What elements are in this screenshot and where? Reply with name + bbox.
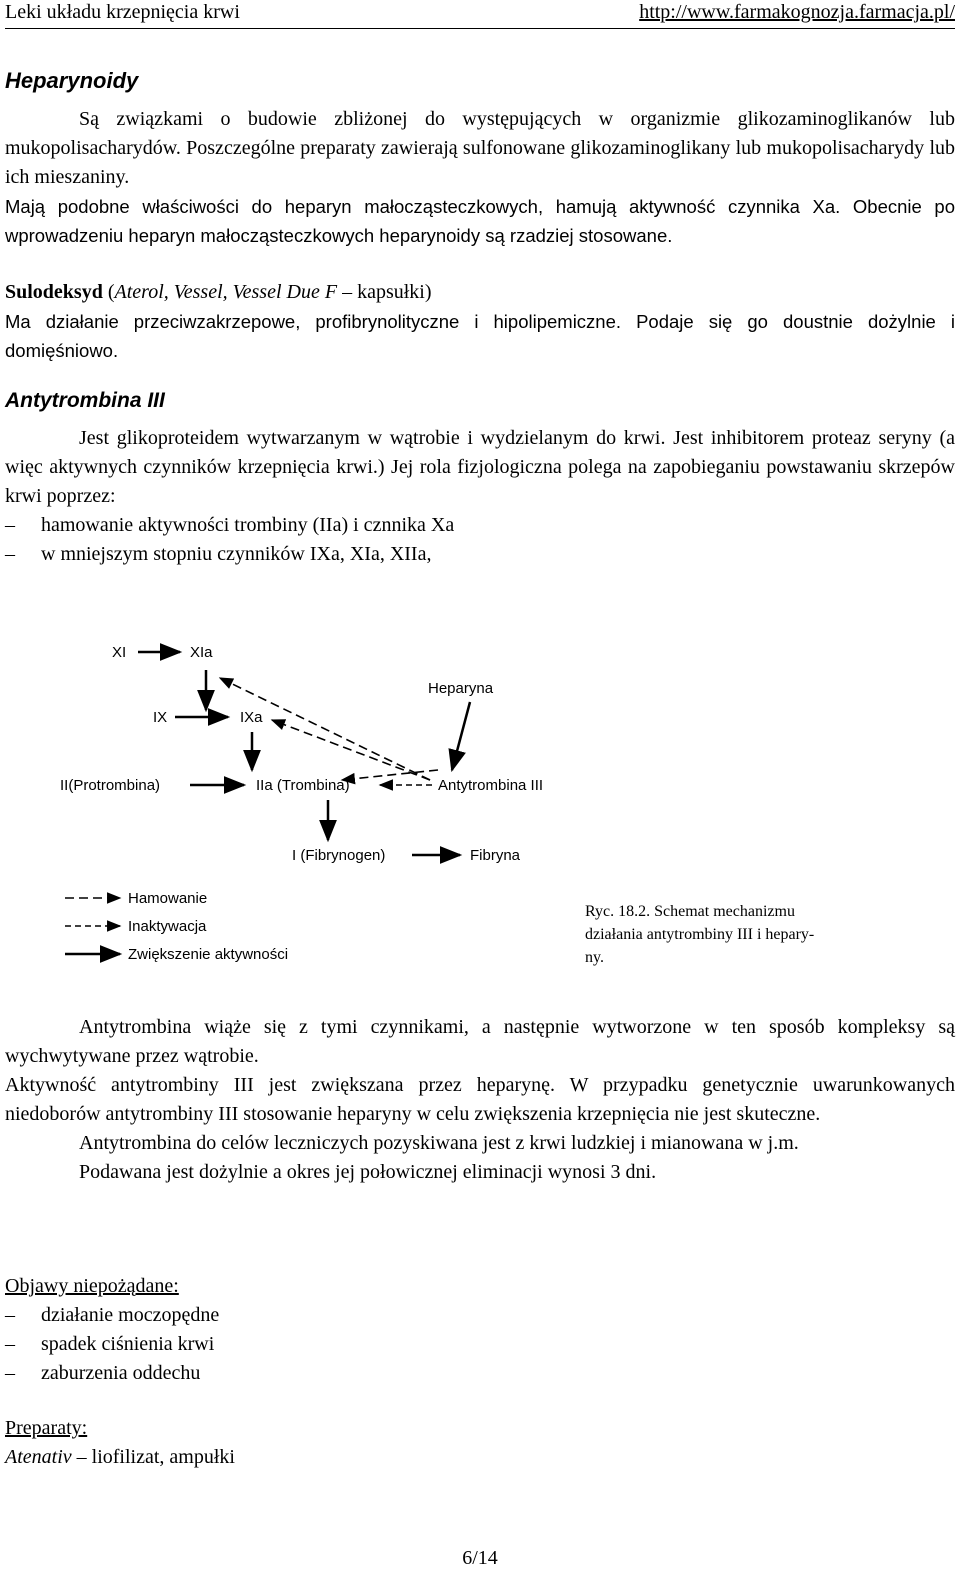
- preparaty-line: [5, 1443, 955, 1472]
- preparaty-section: [5, 1414, 955, 1472]
- node-xia: XIa: [190, 644, 213, 661]
- after-para-2: Aktywność antytrombiny III jest zwiększana przez heparynę. W przypadku genetycznie uwarunkowanych niedoborów antytrombiny III stosowanie heparyny w celu zwiększenia krzepnięcia nie jest skuteczne.: [5, 1074, 955, 1125]
- node-fibryna: Fibryna: [470, 847, 521, 864]
- antytrombina-details: [5, 1013, 955, 1187]
- heparynoidy-body: [5, 105, 955, 192]
- heparynoidy-para-1: Są związkami o budowie zbliżonej do występujących w organizmie glikozaminoglikanów lub mukopolisacharydów. Poszczególne preparaty zawierają sulfonowane glikozaminoglikany lub mukopolisacharydy lub ich mieszaniny.: [5, 108, 955, 188]
- antytrombina-list: [5, 511, 955, 569]
- heparynoidy-heading: Heparynoidy: [5, 68, 139, 93]
- node-fibrynogen: I (Fibrynogen): [292, 847, 386, 864]
- sulodeksyd-section: [5, 278, 955, 365]
- node-xi: XI: [112, 644, 127, 661]
- antytrombina-heading: Antytrombina III: [5, 389, 165, 412]
- header-title: Leki układu krzepnięcia krwi: [5, 1, 240, 23]
- objawy-list: [5, 1301, 955, 1388]
- sulodeksyd-text: Ma działanie przeciwzakrzepowe, profibrynolityczne i hipolipemiczne. Podaje się go doustnie dożylnie i domięśniowo.: [5, 311, 955, 361]
- heparynoidy-section: [5, 66, 955, 95]
- heparynoidy-body-2: [5, 192, 955, 250]
- page-number: 6/14: [462, 1547, 498, 1569]
- preparaty-heading: Preparaty:: [5, 1417, 88, 1439]
- preparaty-desc: – liofilizat, ampułki: [71, 1446, 235, 1468]
- after-para-3: Antytrombina do celów leczniczych pozyskiwana jest z krwi ludzkiej i mianowana w j.m.: [79, 1132, 799, 1154]
- node-ix: IX: [153, 709, 168, 726]
- sulodeksyd-open: (: [102, 281, 115, 303]
- page-header: [5, 0, 955, 29]
- sulodeksyd-title-line: [5, 278, 955, 307]
- antytrombina-section: [5, 386, 955, 415]
- list-item: – działanie moczopędne: [5, 1301, 955, 1330]
- node-trombina: IIa (Trombina): [256, 777, 350, 794]
- arrow-heparyna-antytrombina: [452, 702, 470, 770]
- sulodeksyd-brands: Aterol, Vessel, Vessel Due F: [114, 281, 338, 303]
- objawy-heading: Objawy niepożądane:: [5, 1275, 179, 1297]
- sulodeksyd-form: – kapsułki): [337, 281, 432, 303]
- inhibition-ixa: [272, 720, 430, 780]
- coagulation-diagram: [60, 630, 920, 985]
- list-item: – spadek ciśnienia krwi: [5, 1330, 955, 1359]
- list-item: – zaburzenia oddechu: [5, 1359, 955, 1388]
- after-para-1: Antytrombina wiąże się z tymi czynnikami, a następnie wytworzone w ten sposób kompleksy są wychwytywane przez wątrobie.: [5, 1016, 955, 1067]
- inhibition-trombina: [342, 770, 438, 780]
- legend-hamowanie: Hamowanie: [128, 890, 208, 907]
- node-heparyna: Heparyna: [428, 680, 494, 697]
- caption-line-2: działania antytrombiny III i hepary-: [585, 926, 815, 943]
- node-ixa: IXa: [240, 709, 263, 726]
- objawy-section: [5, 1272, 955, 1388]
- node-protrombina: II(Protrombina): [60, 777, 161, 794]
- antytrombina-para: Jest glikoproteidem wytwarzanym w wątrobie i wydzielanym do krwi. Jest inhibitorem proteaz seryny (a więc aktywnych czynników krzepnięcia krwi.) Jej rola fizjologiczna polega na zapobieganiu powstawaniu skrzepów krwi poprzez:: [5, 427, 955, 507]
- legend-inaktywacja: Inaktywacja: [128, 918, 207, 935]
- preparaty-name: Atenativ: [5, 1446, 72, 1468]
- header-url-link[interactable]: http://www.farmakognozja.farmacja.pl/: [639, 1, 955, 23]
- caption-line-3: ny.: [585, 949, 604, 966]
- after-para-4: Podawana jest dożylnie a okres jej połowicznej eliminacji wynosi 3 dni.: [79, 1161, 657, 1183]
- list-item: – w mniejszym stopniu czynników IXa, XIa, XIIa,: [5, 540, 955, 569]
- sulodeksyd-name: Sulodeksyd: [5, 281, 103, 303]
- antytrombina-body: [5, 424, 955, 569]
- list-item: – hamowanie aktywności trombiny (IIa) i cznnika Xa: [5, 511, 955, 540]
- heparynoidy-para-2: Mają podobne właściwości do heparyn małocząsteczkowych, hamują aktywność czynnika Xa. Obecnie po wprowadzeniu heparyn małocząsteczkowych heparynoidy są rzadziej stosowane.: [5, 196, 955, 246]
- caption-line-1: Ryc. 18.2. Schemat mechanizmu: [585, 903, 795, 920]
- legend-zwiekszenie: Zwiększenie aktywności: [128, 946, 289, 963]
- node-antytrombina: Antytrombina III: [438, 777, 544, 794]
